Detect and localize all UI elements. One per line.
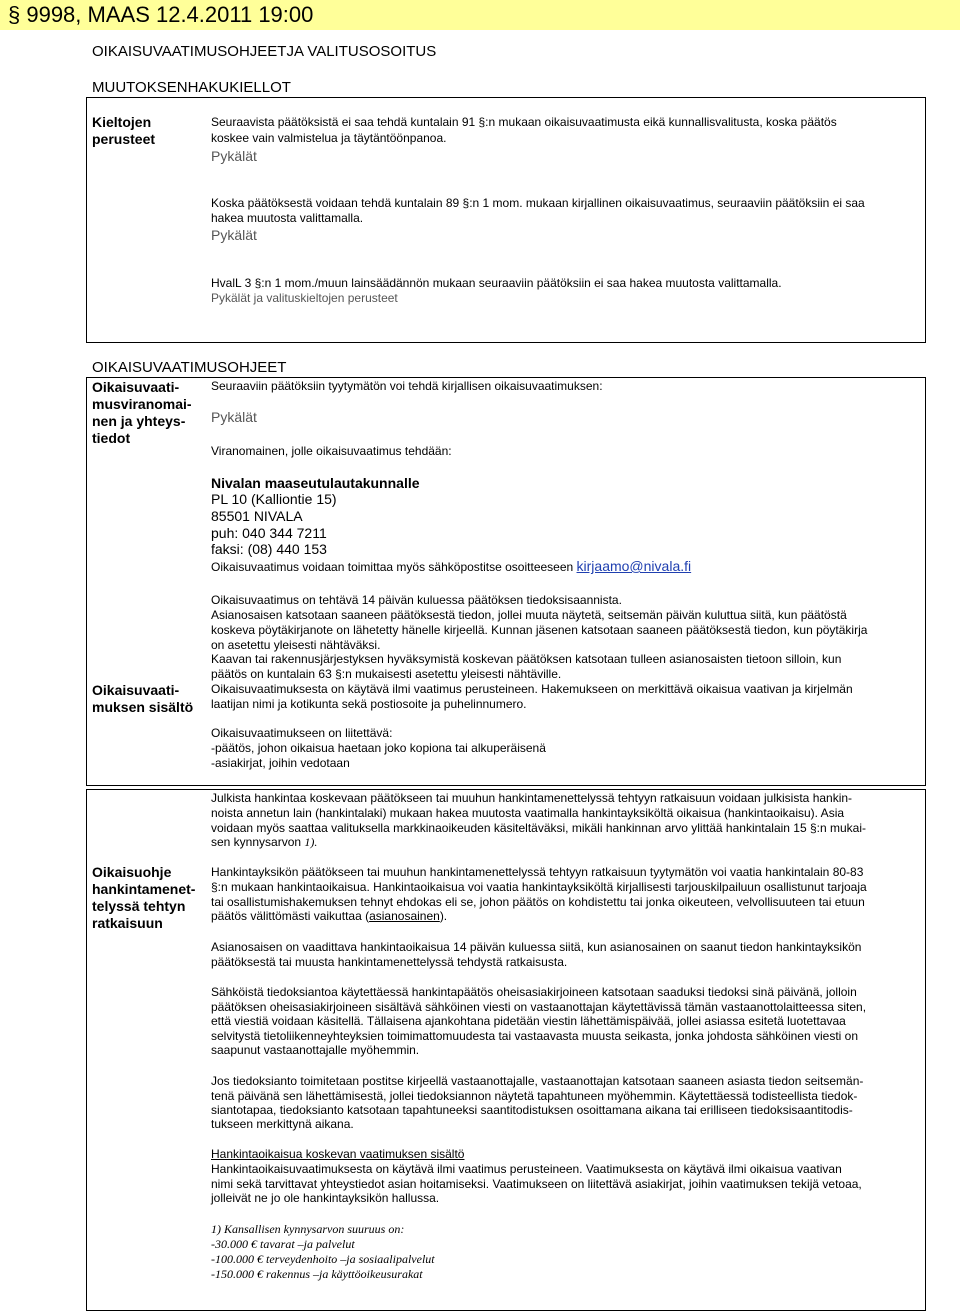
attach-text-2: -päätös, johon oikaisua haetaan joko kopiona tai alkuperäisenä [211, 741, 546, 755]
hankinta-p5-4: tukseen merkittynä aikana. [211, 1117, 354, 1131]
pykalat-valituskiellot-label: Pykälät ja valituskieltojen perusteet [211, 291, 398, 305]
label-sisalto-1: Oikaisuvaati- [92, 682, 180, 698]
prohibition-text-2: koskee vain valmistelua ja täytäntöönpanoa. [211, 131, 447, 145]
address-phone: puh: 040 344 7211 [211, 525, 327, 541]
pykalat-label-2: Pykälät [211, 227, 257, 243]
time-text-6: päätös on kuntalain 63 §:n mukaisesti asetettu yleisesti nähtäville. [211, 667, 562, 681]
time-text-4: on asetettu yleisesti nähtäväksi. [211, 638, 381, 652]
footnote-1: 1) Kansallisen kynnysarvon suuruus on: [211, 1222, 405, 1236]
email-intro: Oikaisuvaatimus voidaan toimittaa myös sähköpostitse osoitteeseen [211, 560, 574, 574]
prohibition-text-1: Seuraavista päätöksistä ei saa tehdä kuntalain 91 §:n mukaan oikaisuvaatimusta eikä kunnallisvalitusta, koska päätös [211, 115, 837, 129]
time-text-2: Asianosaisen katsotaan saaneen päätöksestä tiedon, jollei muuta näytetä, seitsemän päivän kuluttua siitä, kun päätöstä [211, 608, 847, 622]
label-viranomainen-2: musviranomai- [92, 396, 192, 412]
label-viranomainen-1: Oikaisuvaati- [92, 379, 180, 395]
hankinta-p3-1: Asianosaisen on vaadittava hankintaoikaisua 14 päivän kuluessa siitä, kun asianosainen on saanut tiedon hankintayksikön [211, 940, 862, 954]
hankinta-p2-1: Hankintayksikön päätökseen tai muuhun hankintamenettelyssä tehtyyn ratkaisuun tyytymätön voi vaatia hankintalain 80-83 [211, 865, 864, 879]
attach-text-3: -asiakirjat, joihin vedotaan [211, 756, 350, 770]
right-border-lower [925, 789, 926, 1311]
hankinta-p6-1: Hankintaoikaisuvaatimuksesta on käytävä ilmi vaatimus perusteineen. Vaatimuksesta on käytävä ilmi oikaisua vaativan [211, 1162, 842, 1176]
footnote-ref: 1). [304, 835, 318, 849]
viranomainen-intro: Viranomainen, jolle oikaisuvaatimus tehdään: [211, 444, 452, 458]
email-line [211, 559, 691, 575]
hankinta-p2-last-pre: päätös välittömästi vaikuttaa ( [211, 909, 370, 923]
section-title-oikaisuvaatimusohjeet: OIKAISUVAATIMUSOHJEET [92, 359, 287, 376]
time-text-1: Oikaisuvaatimus on tehtävä 14 päivän kuluessa päätöksen tiedoksisaannista. [211, 593, 622, 607]
hankinta-p4-2: päätöksen oheisasiakirjoineen sisältävä sähköinen viesti on vastaanottajan käytettävissä tämän vastaanottolaitteessa siten, [211, 1000, 867, 1014]
header-bar [0, 0, 960, 30]
hankinta-p4-3: että viestiä voidaan käsitellä. Tällaisena ajankohtana pidetään viestin lähettämispäivää, jollei asiassa esitetä luotettavaa [211, 1014, 846, 1028]
address-fax: faksi: (08) 440 153 [211, 541, 327, 557]
attach-text-1: Oikaisuvaatimukseen on liitettävä: [211, 726, 393, 740]
address-line-1: PL 10 (Kalliontie 15) [211, 491, 337, 507]
hankinta-p1-1: Julkista hankintaa koskevaan päätökseen tai muuhun hankintamenettelyssä tehtyyn ratkaisuun voidaan julkisista hankin- [211, 791, 853, 805]
footnote-3: -100.000 € terveydenhoito –ja sosiaalipalvelut [211, 1252, 435, 1266]
pykalat-label-1: Pykälät [211, 148, 257, 164]
left-border-upper [86, 377, 87, 785]
address-line-2: 85501 NIVALA [211, 508, 303, 524]
right-border-upper [925, 377, 926, 785]
hankinta-p6-3: jolleivät ne jo ole hankintayksikön hallussa. [211, 1191, 440, 1205]
hankinta-p5-3: siantotapaa, tiedoksianto katsotaan tapahtuneeksi saantitodistuksen osoittamana aikana tai erilliseen tiedoksisaantitodis- [211, 1103, 853, 1117]
hankinta-p1-4 [211, 835, 317, 850]
section-title-muutoksenhakukiellot: MUUTOKSENHAKUKIELLOT [92, 79, 291, 96]
content-text-1: Oikaisuvaatimuksesta on käytävä ilmi vaatimus perusteineen. Hakemukseen on merkittävä oikaisua vaativan ja kirjelmän [211, 682, 853, 696]
footnote-2: -30.000 € tavarat –ja palvelut [211, 1237, 355, 1251]
time-text-3: koskeva pöytäkirjanote on lähetetty hänelle kirjeellä. Kunnan jäsenen katsotaan saaneen päätöksestä tiedon, kun pöytäkirja [211, 623, 868, 637]
oikaisu-intro: Seuraaviin päätöksiin tyytymätön voi tehdä kirjallisen oikaisuvaatimuksen: [211, 379, 603, 393]
label-kieltojen-perusteet-1: Kieltojen [92, 114, 152, 130]
email-link[interactable]: kirjaamo@nivala.fi [576, 558, 692, 574]
hankinta-p3-2: päätöksestä tai muusta hankintamenettelyssä tehdystä ratkaisusta. [211, 955, 568, 969]
footnote-4: -150.000 € rakennus –ja käyttöoikeusurakat [211, 1267, 423, 1281]
hankinta-p5-1: Jos tiedoksianto toimitetaan postitse kirjeellä vastaanottajalle, vastaanottajan katsotaan saaneen asiasta tiedon seitsemän- [211, 1074, 864, 1088]
hankinta-p1-3: voidaan myös saattaa valituksella markkinaoikeuden käsiteltäväksi, mikäli hankinnan arvo ylittää hankintalain 15 §:n mukai- [211, 821, 867, 835]
authority-name: Nivalan maaseutulautakunnalle [211, 475, 420, 491]
label-hankinta-2: hankintamenet- [92, 881, 196, 897]
hankinta-p2-4 [211, 909, 447, 924]
pykalat-label-3: Pykälät [211, 409, 257, 425]
hankinta-p1-last: sen kynnysarvon [211, 835, 302, 849]
hankinta-p4-4: selvitystä tietoliikenneyhteyksien toimimattomuudesta tai vastaavasta muusta seikasta, jonka johdosta sähköinen viesti on [211, 1029, 859, 1043]
hankinta-p2-2: §:n mukaan hankintaoikaisua. Hankintaoikaisua voi vaatia hankintayksiköltä kirjallisesti tarjouskilpailuun osallistunut tarjoaja [211, 880, 867, 894]
divider-double-2 [86, 789, 926, 790]
divider-top [86, 377, 926, 378]
divider-bottom [86, 1310, 926, 1311]
header-text: § 9998, MAAS 12.4.2011 19:00 [8, 2, 314, 27]
hankinta-p4-5: saapunut vastaanottajalle myöhemmin. [211, 1043, 420, 1057]
hankinta-p1-2: noista annetun lain (hankintalaki) mukaan hakea muutosta vaatimalla hankintayksiköltä oikaisua (hankintaoikaisu). Asia [211, 806, 845, 820]
hankinta-p5-2: tenä päivänä sen lähettämisestä, jollei tiedoksiannon näytetä tapahtuneen myöhemmin. Käytettäessä todisteellista tiedok- [211, 1089, 858, 1103]
document-title: OIKAISUVAATIMUSOHJEETJA VALITUSOSOITUS [92, 43, 437, 60]
label-kieltojen-perusteet-2: perusteet [92, 131, 156, 147]
hankinta-p4-1: Sähköistä tiedoksiantoa käytettäessä hankintapäätös oheisasiakirjoineen katsotaan saaduksi tiedoksi sinä päivänä, jolloin [211, 985, 857, 999]
prohibition-text-5: HvalL 3 §:n 1 mom./muun lainsäädännön mukaan seuraaviin päätöksiin ei saa hakea muutosta valittamalla. [211, 276, 782, 290]
left-border-lower [86, 789, 87, 1311]
label-hankinta-3: telyssä tehtyn [92, 898, 186, 914]
prohibition-text-4: hakea muutosta valittamalla. [211, 211, 364, 225]
label-sisalto-2: muksen sisältö [92, 699, 194, 715]
hankinta-p6-2: nimi sekä tarvittavat yhteystiedot asian hoitamiseksi. Vaatimukseen on liitettävä asiakirjat, joihin vaatimuksen tekijä vetoaa, [211, 1177, 862, 1191]
hankinta-p2-3: tai osallistumishakemuksen tehnyt ehdokas eli se, johon päätös on kohdistettu tai jonka oikeuteen, velvollisuuteen tai etuun [211, 895, 865, 909]
hankinta-p6-heading: Hankintaoikaisua koskevan vaatimuksen sisältö [211, 1147, 465, 1161]
content-text-2: laatijan nimi ja kotikunta sekä postiosoite ja puhelinnumero. [211, 697, 527, 711]
asianosainen-link[interactable]: asianosainen [369, 909, 440, 923]
label-viranomainen-4: tiedot [92, 430, 131, 446]
label-hankinta-1: Oikaisuohje [92, 864, 172, 880]
hankinta-p2-last-post: ). [439, 909, 448, 923]
label-viranomainen-3: nen ja yhteys- [92, 413, 186, 429]
time-text-5: Kaavan tai rakennusjärjestyksen hyväksymistä koskevan päätöksen katsotaan tulleen asianosaisten tietoon silloin, kun [211, 652, 842, 666]
prohibition-text-3: Koska päätöksestä voidaan tehdä kuntalain 89 §:n 1 mom. mukaan kirjallinen oikaisuvaatimus, seuraaviin päätöksiin ei saa [211, 196, 865, 210]
label-hankinta-4: ratkaisuun [92, 915, 163, 931]
divider-double-1 [86, 785, 926, 786]
